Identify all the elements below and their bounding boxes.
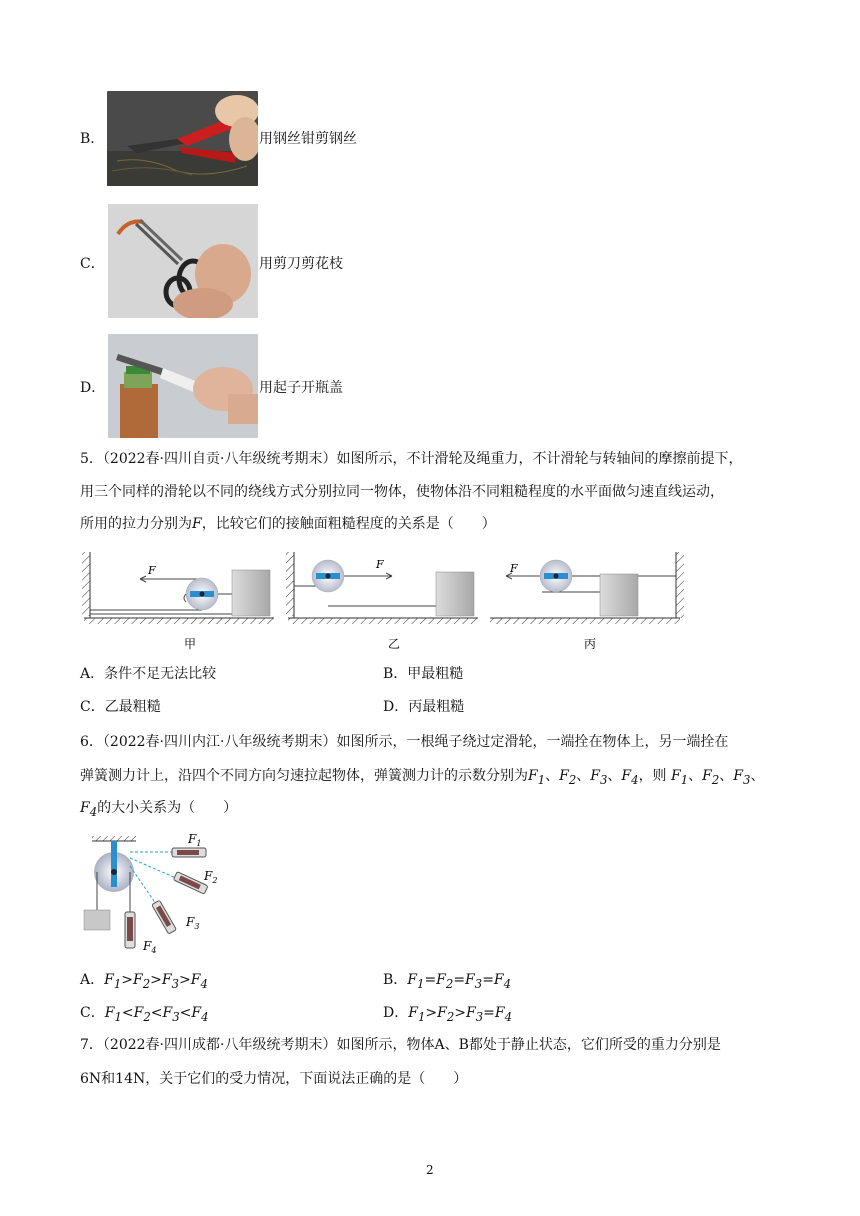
q6-line3: $F_4$的大小关系为（ ） — [80, 800, 238, 819]
q5-source: （2022春·四川自贡·八年级统考期末） — [102, 451, 337, 467]
spring-scale-f3 — [152, 900, 177, 934]
q6-choice-c[interactable]: C．$F_1<F_2<F_3<F_4$ — [80, 1005, 209, 1024]
f2-label: $F_2$ — [204, 869, 218, 885]
spring-scale-f4 — [125, 912, 135, 948]
option-d-letter: D． — [80, 380, 106, 396]
figure-yi-force-label: F — [376, 558, 384, 571]
q5-stem-part1: 如图所示，不计滑轮及绳重力，不计滑轮与转轴间的摩擦前提下， — [336, 451, 743, 467]
q5-choice-d[interactable]: D．丙最粗糙 — [383, 699, 465, 715]
figure-jia-label: 甲 — [184, 637, 197, 651]
f4-label: $F_4$ — [143, 939, 157, 955]
option-d-text: 用起子开瓶盖 — [259, 380, 343, 396]
bottle-opener-photo — [108, 334, 258, 438]
option-b-text: 用钢丝钳剪钢丝 — [259, 131, 357, 147]
q7-line2: 6N和14N，关于它们的受力情况，下面说法正确的是（ ） — [80, 1071, 468, 1087]
f3-label: $F_3$ — [186, 915, 200, 931]
q6-choice-b[interactable]: B．$F_1=F_2=F_3=F_4$ — [383, 972, 512, 991]
force-var: F — [192, 516, 202, 532]
q7-source: （2022春·四川成都·八年级统考期末） — [102, 1037, 337, 1053]
q6-line1: 6．（2022春·四川内江·八年级统考期末）如图所示，一根绳子绕过定滑轮，一端拴在物体上，另一端拴在 — [80, 734, 729, 750]
q7-number: 7． — [80, 1037, 103, 1053]
q6-number: 6． — [80, 734, 103, 750]
q6-line2: 弹簧测力计上，沿四个不同方向匀速拉起物体，弹簧测力计的示数分别为$F_1$、$F_2$、$F_3$、$F_4$，则 $F_1$、$F_2$、$F_3$、 — [80, 768, 765, 787]
f1-label: $F_1$ — [188, 832, 202, 848]
figure-jia — [82, 552, 274, 624]
q5-line3: 所用的拉力分别为F，比较它们的接触面粗糙程度的关系是（ ） — [80, 516, 496, 532]
figure-bing — [490, 552, 684, 624]
figure-bing-force-label: F — [510, 562, 518, 575]
scissors-photo — [108, 204, 258, 318]
q5-choice-c[interactable]: C．乙最粗糙 — [80, 699, 161, 715]
option-b-letter: B． — [80, 131, 105, 147]
option-c-text: 用剪刀剪花枝 — [259, 256, 343, 272]
q6-source: （2022春·四川内江·八年级统考期末） — [102, 734, 337, 750]
spring-scale-f2 — [173, 872, 208, 895]
q6-choice-d[interactable]: D．$F_1>F_2>F_3=F_4$ — [383, 1005, 512, 1024]
q5-choice-b[interactable]: B．甲最粗糙 — [383, 666, 464, 682]
page-number: 2 — [426, 1163, 434, 1177]
q5-choice-a[interactable]: A．条件不足无法比较 — [80, 666, 217, 682]
q5-pulley-figure — [80, 548, 690, 656]
option-c-letter: C． — [80, 256, 105, 272]
q5-line1 — [80, 443, 780, 475]
figure-jia-force-label: F — [148, 564, 156, 577]
pliers-photo — [107, 91, 258, 186]
figure-bing-label: 丙 — [584, 637, 597, 651]
q5-number: 5． — [80, 451, 103, 467]
q5-line2: 用三个同样的滑轮以不同的绕线方式分别拉同一物体，使物体沿不同粗糙程度的水平面做匀速直线运动， — [80, 484, 724, 500]
spring-scale-f1 — [172, 848, 206, 857]
figure-yi-label: 乙 — [388, 637, 401, 651]
q6-pulley-figure — [80, 828, 240, 958]
q7-line1: 7．（2022春·四川成都·八年级统考期末）如图所示，物体A、B都处于静止状态，它们所受的重力分别是 — [80, 1037, 721, 1053]
q6-choice-a[interactable]: A．$F_1>F_2>F_3>F_4$ — [80, 972, 208, 991]
